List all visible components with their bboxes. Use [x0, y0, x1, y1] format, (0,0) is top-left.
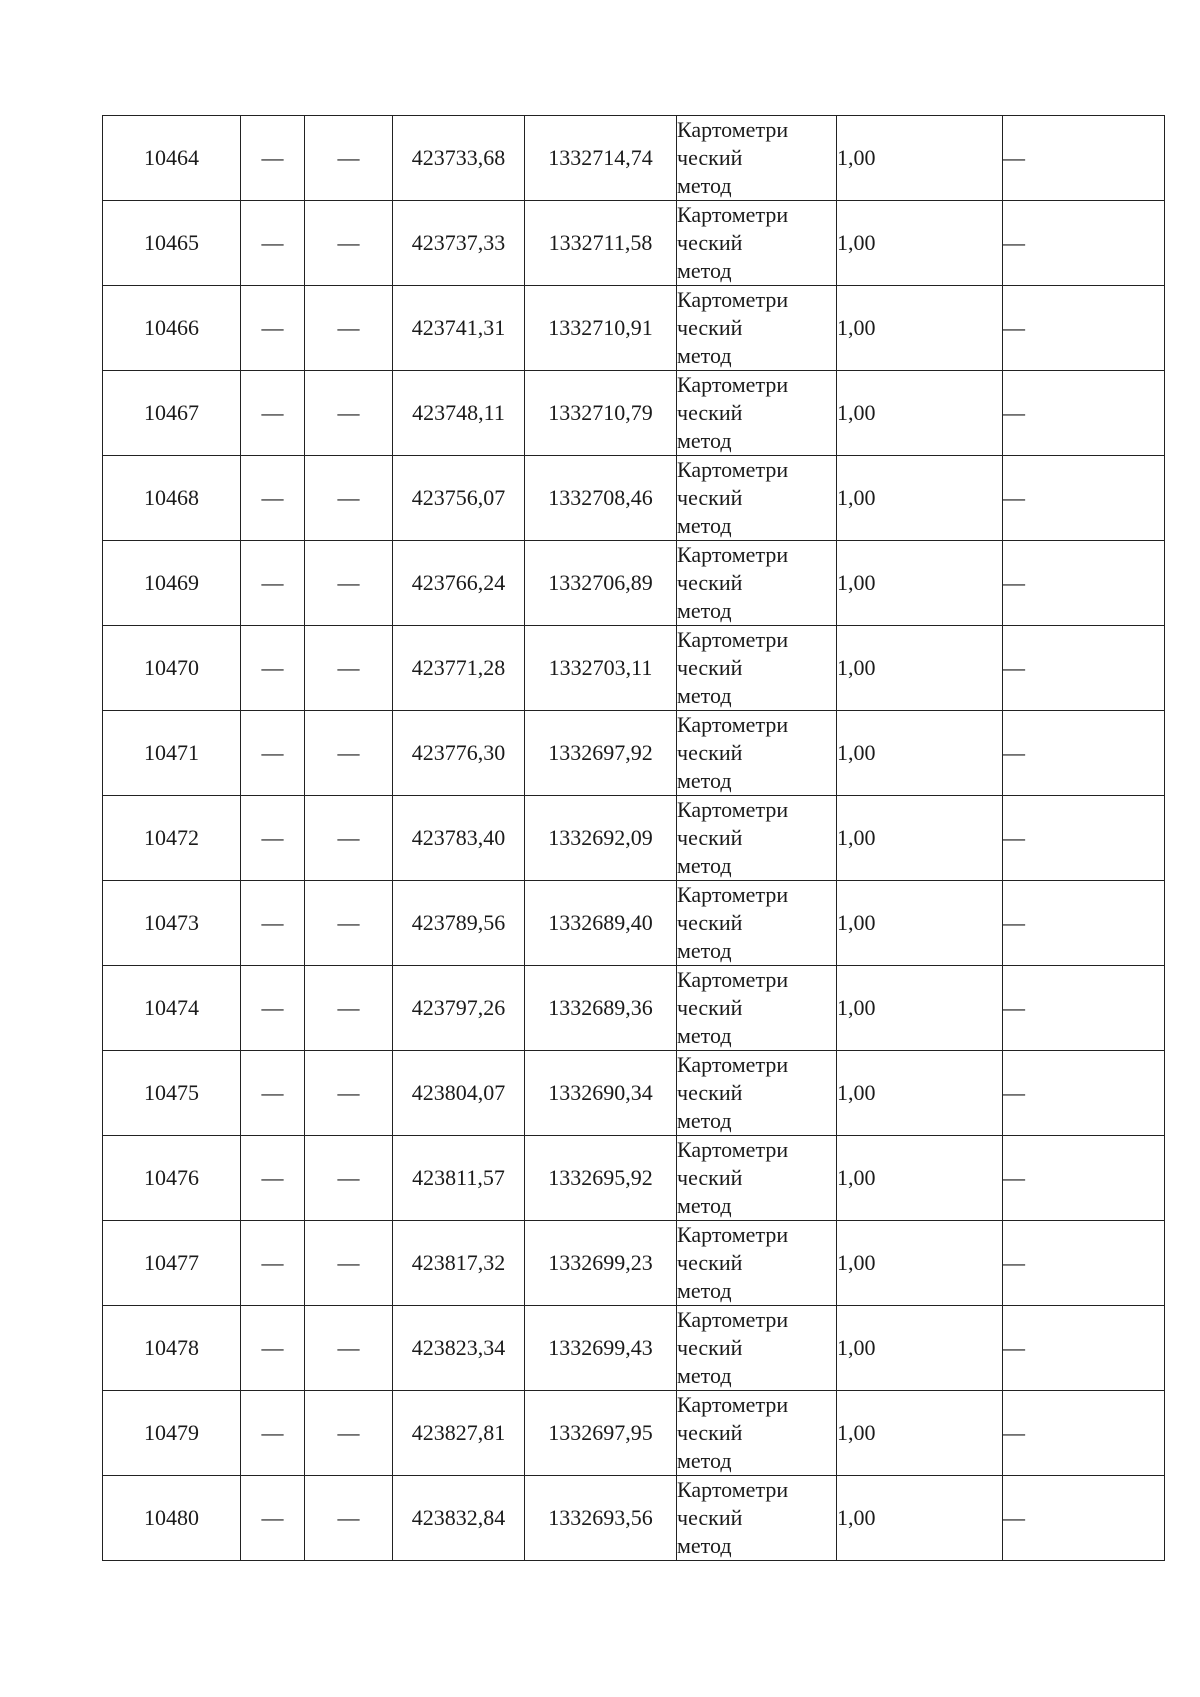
- empty-dash-cell: —: [1003, 1051, 1165, 1136]
- method-cell: [677, 711, 837, 796]
- table-row: [103, 1306, 1165, 1391]
- precision-cell: 1,00: [837, 456, 1003, 541]
- table-row: [103, 286, 1165, 371]
- coordinate-y-cell: 1332692,09: [525, 796, 677, 881]
- empty-dash-cell: —: [241, 966, 305, 1051]
- empty-dash-cell: —: [1003, 1391, 1165, 1476]
- coordinate-y-cell: 1332710,79: [525, 371, 677, 456]
- coordinate-y-cell: 1332699,43: [525, 1306, 677, 1391]
- method-cell: [677, 1391, 837, 1476]
- coordinate-y-cell: 1332703,11: [525, 626, 677, 711]
- coordinate-y-cell: 1332711,58: [525, 201, 677, 286]
- coordinate-y-cell: 1332693,56: [525, 1476, 677, 1561]
- precision-cell: 1,00: [837, 711, 1003, 796]
- method-text: Картометри ческий метод: [677, 542, 789, 623]
- empty-dash-cell: —: [241, 1051, 305, 1136]
- precision-cell: 1,00: [837, 1476, 1003, 1561]
- empty-dash-cell: —: [241, 711, 305, 796]
- empty-dash-cell: —: [1003, 371, 1165, 456]
- method-cell: [677, 966, 837, 1051]
- precision-cell: 1,00: [837, 881, 1003, 966]
- coordinate-y-cell: 1332695,92: [525, 1136, 677, 1221]
- point-number-cell: 10477: [103, 1221, 241, 1306]
- coordinate-y-cell: 1332697,95: [525, 1391, 677, 1476]
- point-number-cell: 10469: [103, 541, 241, 626]
- empty-dash-cell: —: [241, 371, 305, 456]
- empty-dash-cell: —: [305, 371, 393, 456]
- table-row: [103, 541, 1165, 626]
- coordinate-x-cell: 423823,34: [393, 1306, 525, 1391]
- method-text: Картометри ческий метод: [677, 1392, 789, 1473]
- empty-dash-cell: —: [305, 966, 393, 1051]
- empty-dash-cell: —: [1003, 456, 1165, 541]
- precision-cell: 1,00: [837, 371, 1003, 456]
- method-text: Картометри ческий метод: [677, 967, 789, 1048]
- precision-cell: 1,00: [837, 1136, 1003, 1221]
- table-row: [103, 966, 1165, 1051]
- coordinate-x-cell: 423832,84: [393, 1476, 525, 1561]
- method-cell: [677, 626, 837, 711]
- coordinate-x-cell: 423783,40: [393, 796, 525, 881]
- method-text: Картометри ческий метод: [677, 712, 789, 793]
- empty-dash-cell: —: [305, 286, 393, 371]
- coordinate-y-cell: 1332699,23: [525, 1221, 677, 1306]
- coordinate-x-cell: 423797,26: [393, 966, 525, 1051]
- method-cell: [677, 1051, 837, 1136]
- empty-dash-cell: —: [241, 286, 305, 371]
- table-row: [103, 1136, 1165, 1221]
- empty-dash-cell: —: [305, 541, 393, 626]
- coordinate-y-cell: 1332714,74: [525, 116, 677, 201]
- precision-cell: 1,00: [837, 1221, 1003, 1306]
- empty-dash-cell: —: [241, 1136, 305, 1221]
- empty-dash-cell: —: [1003, 626, 1165, 711]
- method-cell: [677, 371, 837, 456]
- coordinate-x-cell: 423817,32: [393, 1221, 525, 1306]
- coordinate-x-cell: 423737,33: [393, 201, 525, 286]
- empty-dash-cell: —: [305, 711, 393, 796]
- point-number-cell: 10467: [103, 371, 241, 456]
- precision-cell: 1,00: [837, 541, 1003, 626]
- method-cell: [677, 796, 837, 881]
- empty-dash-cell: —: [305, 796, 393, 881]
- coordinate-x-cell: 423827,81: [393, 1391, 525, 1476]
- empty-dash-cell: —: [305, 1306, 393, 1391]
- empty-dash-cell: —: [1003, 711, 1165, 796]
- empty-dash-cell: —: [305, 456, 393, 541]
- table-row: [103, 116, 1165, 201]
- empty-dash-cell: —: [241, 201, 305, 286]
- method-text: Картометри ческий метод: [677, 457, 789, 538]
- method-cell: [677, 201, 837, 286]
- empty-dash-cell: —: [241, 1221, 305, 1306]
- precision-cell: 1,00: [837, 796, 1003, 881]
- precision-cell: 1,00: [837, 1306, 1003, 1391]
- method-cell: [677, 541, 837, 626]
- empty-dash-cell: —: [305, 881, 393, 966]
- method-text: Картометри ческий метод: [677, 1477, 789, 1558]
- point-number-cell: 10474: [103, 966, 241, 1051]
- point-number-cell: 10473: [103, 881, 241, 966]
- empty-dash-cell: —: [1003, 796, 1165, 881]
- method-cell: [677, 1306, 837, 1391]
- method-text: Картометри ческий метод: [677, 1137, 789, 1218]
- point-number-cell: 10480: [103, 1476, 241, 1561]
- method-text: Картометри ческий метод: [677, 287, 789, 368]
- coordinate-y-cell: 1332689,40: [525, 881, 677, 966]
- table-row: [103, 1476, 1165, 1561]
- precision-cell: 1,00: [837, 286, 1003, 371]
- method-text: Картометри ческий метод: [677, 117, 789, 198]
- precision-cell: 1,00: [837, 1391, 1003, 1476]
- precision-cell: 1,00: [837, 201, 1003, 286]
- table-row: [103, 1221, 1165, 1306]
- coordinate-x-cell: 423766,24: [393, 541, 525, 626]
- coordinate-x-cell: 423804,07: [393, 1051, 525, 1136]
- coordinate-y-cell: 1332690,34: [525, 1051, 677, 1136]
- empty-dash-cell: —: [241, 541, 305, 626]
- empty-dash-cell: —: [1003, 1476, 1165, 1561]
- table-row: [103, 371, 1165, 456]
- method-text: Картометри ческий метод: [677, 1052, 789, 1133]
- empty-dash-cell: —: [1003, 201, 1165, 286]
- empty-dash-cell: —: [1003, 1136, 1165, 1221]
- method-text: Картометри ческий метод: [677, 372, 789, 453]
- point-number-cell: 10476: [103, 1136, 241, 1221]
- empty-dash-cell: —: [305, 1476, 393, 1561]
- empty-dash-cell: —: [1003, 1221, 1165, 1306]
- empty-dash-cell: —: [305, 1391, 393, 1476]
- coordinate-y-cell: 1332697,92: [525, 711, 677, 796]
- method-cell: [677, 881, 837, 966]
- empty-dash-cell: —: [305, 116, 393, 201]
- coordinate-x-cell: 423733,68: [393, 116, 525, 201]
- empty-dash-cell: —: [241, 456, 305, 541]
- coordinate-x-cell: 423741,31: [393, 286, 525, 371]
- table-row: [103, 881, 1165, 966]
- method-text: Картометри ческий метод: [677, 1307, 789, 1388]
- point-number-cell: 10475: [103, 1051, 241, 1136]
- empty-dash-cell: —: [241, 1306, 305, 1391]
- empty-dash-cell: —: [1003, 1306, 1165, 1391]
- method-cell: [677, 286, 837, 371]
- empty-dash-cell: —: [241, 881, 305, 966]
- empty-dash-cell: —: [241, 626, 305, 711]
- empty-dash-cell: —: [241, 1391, 305, 1476]
- coordinate-y-cell: 1332708,46: [525, 456, 677, 541]
- point-number-cell: 10466: [103, 286, 241, 371]
- empty-dash-cell: —: [305, 201, 393, 286]
- precision-cell: 1,00: [837, 1051, 1003, 1136]
- point-number-cell: 10479: [103, 1391, 241, 1476]
- table-row: [103, 1051, 1165, 1136]
- table-row: [103, 626, 1165, 711]
- coordinate-x-cell: 423756,07: [393, 456, 525, 541]
- method-text: Картометри ческий метод: [677, 202, 789, 283]
- point-number-cell: 10478: [103, 1306, 241, 1391]
- method-cell: [677, 1221, 837, 1306]
- table-row: [103, 456, 1165, 541]
- coordinates-table: [102, 115, 1165, 1561]
- method-cell: [677, 1136, 837, 1221]
- empty-dash-cell: —: [241, 796, 305, 881]
- precision-cell: 1,00: [837, 966, 1003, 1051]
- table-row: [103, 201, 1165, 286]
- empty-dash-cell: —: [1003, 286, 1165, 371]
- empty-dash-cell: —: [241, 1476, 305, 1561]
- method-text: Картометри ческий метод: [677, 1222, 789, 1303]
- table-row: [103, 1391, 1165, 1476]
- empty-dash-cell: —: [1003, 966, 1165, 1051]
- method-text: Картометри ческий метод: [677, 627, 789, 708]
- point-number-cell: 10472: [103, 796, 241, 881]
- empty-dash-cell: —: [1003, 541, 1165, 626]
- empty-dash-cell: —: [1003, 116, 1165, 201]
- coordinate-x-cell: 423748,11: [393, 371, 525, 456]
- coordinate-x-cell: 423789,56: [393, 881, 525, 966]
- coordinate-y-cell: 1332689,36: [525, 966, 677, 1051]
- precision-cell: 1,00: [837, 626, 1003, 711]
- coordinate-x-cell: 423776,30: [393, 711, 525, 796]
- method-cell: [677, 116, 837, 201]
- point-number-cell: 10464: [103, 116, 241, 201]
- point-number-cell: 10465: [103, 201, 241, 286]
- empty-dash-cell: —: [305, 626, 393, 711]
- table-row: [103, 711, 1165, 796]
- empty-dash-cell: —: [305, 1221, 393, 1306]
- point-number-cell: 10470: [103, 626, 241, 711]
- coordinate-x-cell: 423771,28: [393, 626, 525, 711]
- empty-dash-cell: —: [305, 1051, 393, 1136]
- empty-dash-cell: —: [1003, 881, 1165, 966]
- table-row: [103, 796, 1165, 881]
- point-number-cell: 10468: [103, 456, 241, 541]
- empty-dash-cell: —: [305, 1136, 393, 1221]
- point-number-cell: 10471: [103, 711, 241, 796]
- empty-dash-cell: —: [241, 116, 305, 201]
- method-text: Картометри ческий метод: [677, 797, 789, 878]
- coordinate-y-cell: 1332710,91: [525, 286, 677, 371]
- coordinate-x-cell: 423811,57: [393, 1136, 525, 1221]
- method-cell: [677, 456, 837, 541]
- coordinate-y-cell: 1332706,89: [525, 541, 677, 626]
- table-body: [103, 116, 1165, 1561]
- method-text: Картометри ческий метод: [677, 882, 789, 963]
- method-cell: [677, 1476, 837, 1561]
- precision-cell: 1,00: [837, 116, 1003, 201]
